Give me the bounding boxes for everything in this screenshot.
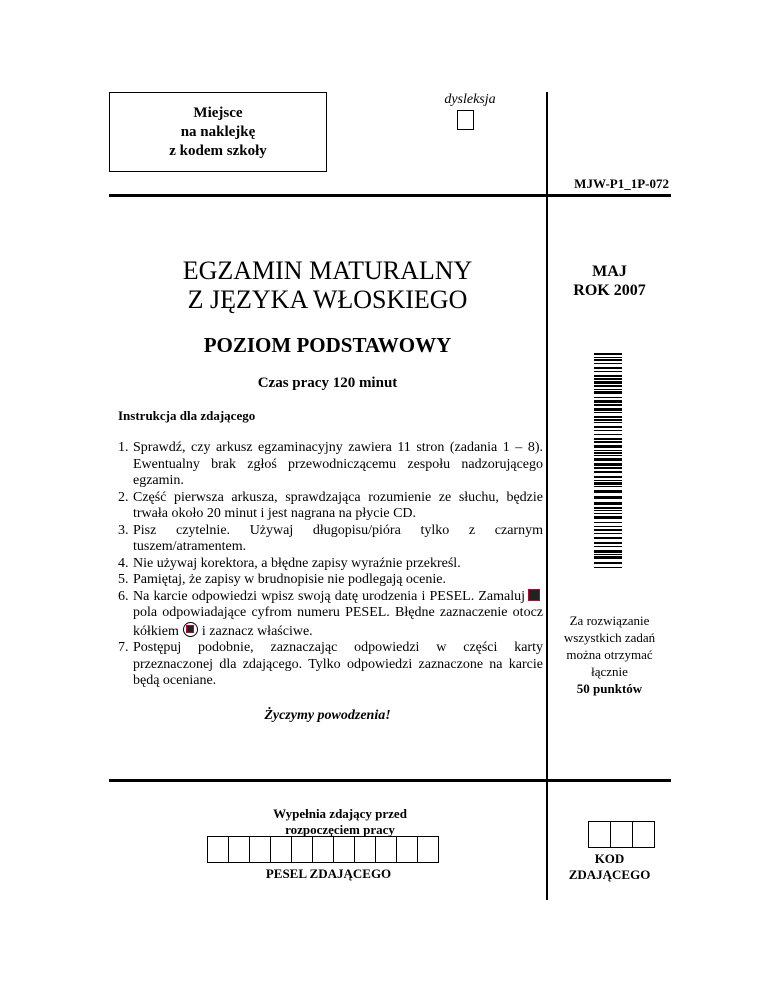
points-total: 50 punktów [576, 681, 643, 696]
filled-square-icon [528, 589, 540, 601]
fill-label-line-1: Wypełnia zdający przed [273, 806, 407, 821]
pesel-digit-box[interactable] [249, 836, 271, 863]
student-code-input-boxes[interactable] [589, 821, 655, 848]
code-digit-box[interactable] [632, 821, 655, 848]
code-digit-box[interactable] [610, 821, 633, 848]
sticker-line-2: na naklejkę [180, 123, 256, 140]
pesel-digit-box[interactable] [396, 836, 418, 863]
instructions-heading: Instrukcja dla zdającego [118, 408, 256, 423]
points-info [548, 612, 671, 697]
points-line-3: można otrzymać [566, 647, 653, 662]
instruction-number: 6. [118, 588, 129, 604]
points-line-2: wszystkich zadań [563, 630, 656, 645]
exam-title-line-2: Z JĘZYKA WŁOSKIEGO [187, 285, 468, 314]
instruction-number: 1. [118, 440, 129, 455]
session-year: ROK 2007 [573, 282, 646, 299]
sticker-line-3: z kodem szkoły [169, 142, 267, 159]
session-month: MAJ [592, 263, 627, 280]
instruction-item [118, 640, 543, 690]
pesel-digit-box[interactable] [333, 836, 355, 863]
instruction-text: Pamiętaj, że zapisy w brudnopisie nie podlegają ocenie. [133, 572, 446, 587]
exam-time: Czas pracy 120 minut [257, 375, 398, 391]
instruction-text: i zaznacz właściwe. [201, 623, 313, 639]
instruction-text: Postępuj podobnie, zaznaczając odpowiedzi w części karty przeznaczonej dla zdającego. Tylko odpowiedzi zaznaczone na karcie będą oceniane. [133, 640, 543, 688]
code-digit-box[interactable] [588, 821, 611, 848]
instruction-item [118, 490, 543, 523]
instruction-text: Na karcie odpowiedzi wpisz swoją datę urodzenia i PESEL. Zamaluj [133, 588, 525, 604]
top-divider [109, 194, 671, 197]
instruction-item [118, 589, 543, 641]
instruction-text: Pisz czytelnie. Używaj długopisu/pióra tylko z czarnym tuszem/atramentem. [133, 522, 543, 554]
fill-label-line-2: rozpoczęciem pracy [285, 822, 395, 837]
fill-before-label [220, 806, 460, 838]
instruction-number: 2. [118, 489, 129, 505]
pesel-digit-box[interactable] [375, 836, 397, 863]
points-line-1: Za rozwiązanie [569, 613, 650, 628]
exam-code: MJW-P1_1P-072 [574, 176, 669, 191]
pesel-input-boxes[interactable] [208, 836, 439, 863]
dyslexia-checkbox[interactable] [457, 110, 474, 130]
kod-label-line-1: KOD [594, 851, 625, 866]
points-line-4: łącznie [591, 664, 628, 679]
instruction-item [118, 572, 543, 589]
pesel-digit-box[interactable] [207, 836, 229, 863]
exam-level: POZIOM PODSTAWOWY [203, 333, 452, 357]
instruction-item [118, 556, 543, 573]
exam-title [109, 256, 546, 314]
exam-title-line-1: EGZAMIN MATURALNY [182, 256, 473, 285]
instruction-text: Część pierwsza arkusza, sprawdzająca rozumienie ze słuchu, będzie trwała około 20 minut i jest nagrana na płycie CD. [133, 489, 543, 521]
pesel-digit-box[interactable] [354, 836, 376, 863]
pesel-label: PESEL ZDAJĄCEGO [265, 866, 392, 881]
instructions-list [118, 440, 543, 690]
pesel-digit-box[interactable] [270, 836, 292, 863]
circled-square-icon [183, 622, 198, 637]
exam-session [548, 262, 671, 300]
pesel-digit-box[interactable] [312, 836, 334, 863]
kod-label-line-2: ZDAJĄCEGO [568, 867, 651, 882]
instruction-item [118, 440, 543, 490]
instruction-number: 4. [118, 555, 129, 571]
school-sticker-area [109, 92, 327, 172]
instruction-number: 7. [118, 640, 129, 655]
pesel-digit-box[interactable] [417, 836, 439, 863]
student-code-label [548, 851, 671, 883]
instruction-text: Nie używaj korektora, a błędne zapisy wyraźnie przekreśl. [133, 555, 461, 571]
instruction-text: pola odpowiadające cyfrom numeru PESEL. Błędne zaznaczenie otocz kółkiem [133, 605, 543, 639]
dyslexia-label: dysleksja [444, 92, 496, 107]
sticker-line-1: Miejsce [193, 104, 243, 121]
barcode [594, 353, 622, 571]
instruction-text: Sprawdź, czy arkusz egzaminacyjny zawiera 11 stron (zadania 1 – 8). Ewentualny brak zgłoś przewodniczącemu zespołu nadzorującego egzamin. [133, 440, 543, 488]
barcode-stripe [594, 568, 622, 571]
bottom-divider [109, 779, 671, 782]
pesel-digit-box[interactable] [291, 836, 313, 863]
instruction-item [118, 523, 543, 556]
good-luck-message: Życzymy powodzenia! [264, 708, 391, 723]
pesel-digit-box[interactable] [228, 836, 250, 863]
instruction-number: 5. [118, 572, 129, 587]
instruction-number: 3. [118, 522, 129, 538]
